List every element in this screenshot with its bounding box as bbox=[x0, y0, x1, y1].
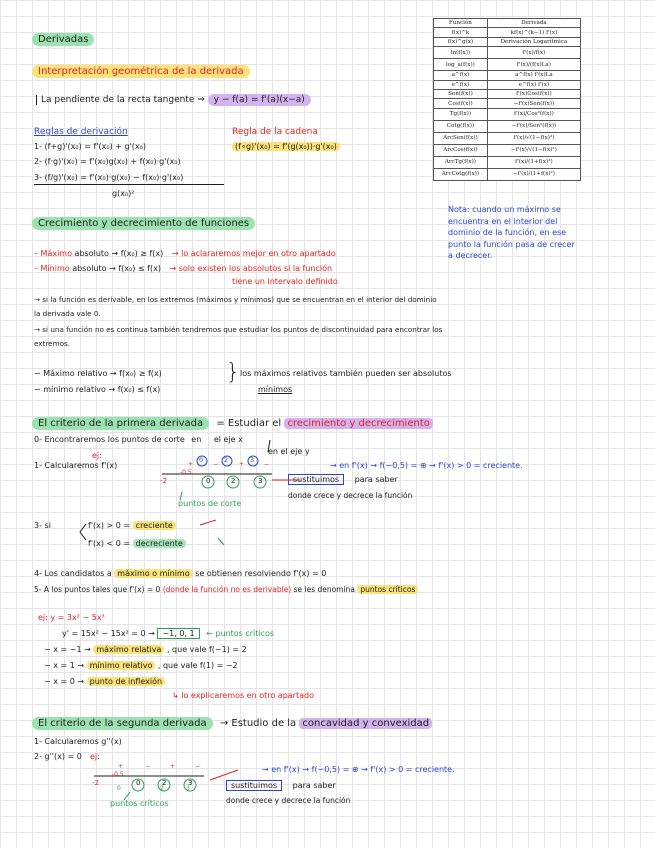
first-step-4-tail: se obtienen resolviendo f'(x) = 0 bbox=[195, 569, 327, 578]
second-axis-3: 3 bbox=[188, 779, 193, 787]
first-axis-2: 2 bbox=[231, 477, 236, 485]
first-circle-3: 3 bbox=[250, 456, 255, 464]
second-axis-0: 0 bbox=[136, 779, 141, 787]
first-mark-3: + bbox=[239, 461, 245, 468]
second-substitute-line-2: donde crece y decrece la función bbox=[226, 796, 351, 805]
second-circle-0: 0 bbox=[117, 785, 121, 792]
chain-rule: (f∘g)'(x₀) = f'(g(x₀))·g'(x₀) bbox=[232, 142, 340, 151]
first-step-4: 4- Los candidatos a bbox=[34, 569, 112, 578]
example-critical: ← puntos críticos bbox=[206, 629, 275, 638]
first-root-2-circle bbox=[227, 476, 239, 488]
first-step-5-tail: se les denomina bbox=[293, 585, 355, 594]
first-substitute-line-2: donde crece y decrece la función bbox=[288, 491, 413, 500]
rule-sum: 1- (f+g)'(x₀) = f'(x₀) + g'(x₀) bbox=[34, 142, 146, 151]
derivative-cell: e^f(x) f'(x) bbox=[487, 80, 580, 89]
rule-quotient-den: g(x₀)² bbox=[112, 189, 135, 198]
interp-statement: La pendiente de la recta tangente bbox=[36, 95, 194, 105]
decreciente-arrow bbox=[218, 538, 224, 545]
example-b1-hl: máximo relativa bbox=[93, 645, 164, 654]
interp-formula: y − f(a) = f'(a)(x−a) bbox=[208, 94, 311, 106]
first-heading: El criterio de la primera derivada bbox=[32, 417, 209, 430]
first-top-circle-3 bbox=[248, 456, 258, 466]
page-title: Derivadas bbox=[32, 33, 94, 46]
first-substitute-tail: para saber bbox=[354, 475, 398, 484]
function-cell: Cotg(f(x)) bbox=[434, 120, 488, 132]
function-cell: f(x)^k bbox=[434, 28, 488, 37]
crec-heading: Crecimiento y decrecimiento de funciones bbox=[32, 217, 255, 230]
second-substitute-box: sustituimos bbox=[226, 780, 282, 791]
second-circle-2: 2 bbox=[160, 785, 164, 792]
first-mark-2: − bbox=[213, 461, 219, 468]
p1-line-2: la derivada vale 0. bbox=[34, 309, 101, 318]
creciente-tag: creciente bbox=[133, 521, 176, 530]
derivative-cell: f'(x)/f(x) bbox=[487, 47, 580, 59]
second-circle-3: 3 bbox=[186, 785, 190, 792]
rel-max: − Máximo relativo → f(x₀) ≥ f(x) bbox=[34, 369, 162, 378]
second-step-1: 1- Calcularemos g''(x) bbox=[34, 737, 122, 746]
derivative-cell: f'(x)/(f(x)La) bbox=[487, 59, 580, 71]
derivative-cell: Derivación Logarítmica bbox=[487, 37, 580, 46]
first-step-0-x: el eje x bbox=[213, 435, 243, 444]
first-top-circle-1 bbox=[197, 456, 207, 466]
chain-heading: Regla de la cadena bbox=[232, 127, 318, 137]
derivative-cell: f'(x)/(1+f(x)²) bbox=[487, 156, 580, 168]
example-b1: − x = −1 → bbox=[44, 645, 91, 654]
example-label: ej: y = 3x² − 5x³ bbox=[38, 613, 105, 622]
second-heading-hl: concavidad y convexidad bbox=[299, 718, 432, 729]
decreciente-tag: decreciente bbox=[133, 539, 186, 548]
first-circle-2: 2 bbox=[224, 456, 229, 464]
second-mark-1: + bbox=[118, 763, 124, 770]
p2-line-2: extremos. bbox=[34, 339, 71, 348]
function-cell: Cos(f(x)) bbox=[434, 99, 488, 108]
example-b2: − x = 1 → bbox=[44, 661, 85, 670]
function-cell: Tg(f(x)) bbox=[434, 108, 488, 120]
first-axis-y-arrow bbox=[268, 440, 270, 452]
first-step-3a: f'(x) > 0 = bbox=[88, 521, 131, 530]
max-min-tag: máximo o mínimo bbox=[114, 569, 192, 578]
first-axis-minus2: -2 bbox=[160, 477, 167, 485]
function-cell: ArcCos(f(x)) bbox=[434, 144, 488, 156]
derivative-cell: f'(x)Cos(f(x)) bbox=[487, 89, 580, 98]
note-line-3: dominio de la función, en ese bbox=[448, 228, 567, 238]
second-crit-arrow bbox=[124, 792, 130, 800]
second-example: → en f'(x) → f(−0,5) = ⊕ → f'(x) > 0 = creciente. bbox=[262, 765, 455, 774]
derivative-cell: −f'(x)/√(1−f(x)²) bbox=[487, 144, 580, 156]
first-root-3-circle bbox=[254, 476, 266, 488]
rel-note-1: los máximos relativos también pueden ser absolutos bbox=[240, 369, 452, 378]
max-note: → lo aclararemos mejor en otro apartado bbox=[171, 249, 336, 258]
p2-line-1: → si una función no es continua también tendremos que estudiar los puntos de discontinuidad para encontrar los bbox=[34, 325, 443, 334]
second-substitute-tail: para saber bbox=[292, 781, 336, 790]
rel-brace: } bbox=[226, 360, 240, 385]
first-axis-3: 3 bbox=[258, 477, 263, 485]
first-step-5: 5- A los puntos tales que f'(x) = 0 bbox=[34, 585, 161, 594]
second-axis-minus05: -0,5 bbox=[112, 771, 124, 778]
first-example: → en f'(x) → f(−0,5) = ⊕ → f'(x) > 0 = creciente. bbox=[330, 461, 523, 470]
note-line-1: cuando un máximo se bbox=[472, 205, 561, 214]
example-line: y' = 15x² − 15x² = 0 → bbox=[62, 629, 155, 638]
first-cut-points: puntos de corte bbox=[178, 499, 242, 508]
first-step-0-en: en bbox=[191, 435, 202, 444]
function-cell: e^f(x) bbox=[434, 80, 488, 89]
second-axis-2: 2 bbox=[162, 779, 167, 787]
rel-min: − mínimo relativo → f(x₀) ≤ f(x) bbox=[34, 385, 161, 394]
second-step-2: 2- g''(x) = 0 bbox=[34, 752, 82, 761]
first-circle-0: 0 bbox=[199, 456, 204, 464]
second-critical: puntos críticos bbox=[110, 799, 169, 808]
first-step-0: 0- Encontraremos los puntos de corte bbox=[34, 435, 185, 444]
first-heading-tail: = Estudiar el bbox=[216, 418, 282, 429]
first-ej: ej: bbox=[92, 451, 102, 460]
first-step-1: 1- Calcularemos f'(x) bbox=[34, 461, 118, 470]
first-heading-hl: crecimiento y decrecimiento bbox=[284, 418, 433, 429]
function-cell: a^f(x) bbox=[434, 71, 488, 80]
first-root-0-circle bbox=[202, 476, 214, 488]
first-cut-arrow bbox=[180, 492, 182, 500]
function-cell: log_a(f(x)) bbox=[434, 59, 488, 71]
function-cell: Sen(f(x)) bbox=[434, 89, 488, 98]
min-note-1: → solo existen los absolutos si la función bbox=[169, 264, 333, 273]
max-text: absoluto → f(x₀) ≥ f(x) bbox=[74, 249, 164, 258]
max-label: Máximo bbox=[40, 249, 72, 258]
derivative-cell: −f'(x)/Sen²(f(x)) bbox=[487, 120, 580, 132]
interp-heading: Interpretación geométrica de la derivada bbox=[32, 65, 250, 78]
min-text: absoluto → f(x₀) ≤ f(x) bbox=[72, 264, 161, 273]
min-label: Mínimo bbox=[40, 264, 70, 273]
second-root-3-circle bbox=[184, 779, 196, 791]
function-cell: ArcTg(f(x)) bbox=[434, 156, 488, 168]
derivative-cell: f'(x)/√(1−f(x)²) bbox=[487, 132, 580, 144]
function-cell: ArcSen(f(x)) bbox=[434, 132, 488, 144]
note-line-5: a decrecer. bbox=[448, 251, 493, 261]
second-sub-arrow bbox=[210, 770, 238, 780]
function-cell: ln(f(x)) bbox=[434, 47, 488, 59]
derivative-cell: a^f(x) f'(x)La bbox=[487, 71, 580, 80]
example-roots-box: −1, 0, 1 bbox=[157, 628, 199, 639]
derivative-cell: −f'(x)Sen(f(x)) bbox=[487, 99, 580, 108]
min-abs-row: – Mínimo absoluto → f(x₀) ≤ f(x) → solo existen los absolutos si la función bbox=[34, 264, 333, 273]
first-substitute-box: sustituimos bbox=[288, 474, 344, 485]
max-abs-row: – Máximo absoluto → f(x₀) ≥ f(x) → lo aclararemos mejor en otro apartado bbox=[34, 249, 336, 258]
table-header-cell: Función bbox=[434, 19, 488, 28]
creciente-arrow bbox=[200, 520, 216, 525]
second-root-2-circle bbox=[158, 779, 170, 791]
critical-points-tag: puntos críticos bbox=[357, 585, 418, 594]
first-mark-1: + bbox=[188, 461, 194, 468]
second-axis-minus2: -2 bbox=[92, 779, 99, 787]
step3-brace bbox=[80, 524, 86, 540]
example-b2-hl: mínimo relativo bbox=[87, 661, 156, 670]
first-step-3: 3- si bbox=[34, 521, 51, 530]
note-label: Nota: bbox=[448, 205, 470, 214]
note-line-4: punto la función pasa de crecer bbox=[448, 239, 575, 249]
rule-quotient: 3- (f/g)'(x₀) = f'(x₀)·g(x₀) − f(x₀)·g'(x₀) bbox=[34, 173, 184, 182]
example-b3-hl: punto de inflexión bbox=[87, 677, 165, 686]
second-root-0-circle bbox=[132, 779, 144, 791]
derivative-cell: f'(x)/Cos²(f(x)) bbox=[487, 108, 580, 120]
derivative-cell: −f'(x)/(1+f(x)²) bbox=[487, 168, 580, 180]
function-cell: ArcCotg(f(x)) bbox=[434, 168, 488, 180]
first-mark-4: − bbox=[264, 461, 270, 468]
table-header-cell: Derivada bbox=[487, 19, 580, 28]
example-b1-tail: , que vale f(−1) = 2 bbox=[166, 645, 247, 654]
interp-arrow: ⇒ bbox=[197, 95, 205, 105]
rule-product: 2- (f·g)'(x₀) = f'(x₀)g(x₀) + f(x₀)·g'(x₀) bbox=[34, 157, 181, 166]
second-heading-tail: → Estudio de la bbox=[219, 718, 297, 729]
rules-heading: Reglas de derivación bbox=[34, 127, 128, 137]
p1-line-1: → si la función es derivable, en los extremos (máximos y mínimos) que se encuentran en el interior del dominio bbox=[34, 295, 437, 304]
second-heading: El criterio de la segunda derivada bbox=[32, 717, 213, 730]
second-mark-4: − bbox=[195, 763, 201, 770]
rel-note-2: mínimos bbox=[258, 385, 293, 394]
second-ej: ej: bbox=[90, 752, 100, 761]
derivative-cell: kf(x)^(k−1) f'(x) bbox=[487, 28, 580, 37]
min-note-2: tiene un intervalo definido bbox=[232, 277, 338, 286]
example-b3-note: ↳ lo explicaremos en otro apartado bbox=[172, 691, 314, 700]
example-b3: − x = 0 → bbox=[44, 677, 85, 686]
example-b2-tail: , que vale f(1) = −2 bbox=[157, 661, 238, 670]
note-line-2: encuentra en el interior del bbox=[448, 216, 558, 226]
function-cell: f(x)^g(x) bbox=[434, 37, 488, 46]
first-axis-0: 0 bbox=[206, 477, 211, 485]
first-axis-minus05: -0,5 bbox=[180, 469, 192, 476]
second-mark-3: + bbox=[170, 763, 176, 770]
first-top-circle-2 bbox=[222, 456, 232, 466]
first-step-0-y: en el eje y bbox=[268, 447, 310, 456]
first-step-5-red: (donde la función no es derivable) bbox=[162, 585, 292, 594]
first-step-3b: f'(x) < 0 = bbox=[88, 539, 131, 548]
second-mark-2: − bbox=[145, 763, 151, 770]
